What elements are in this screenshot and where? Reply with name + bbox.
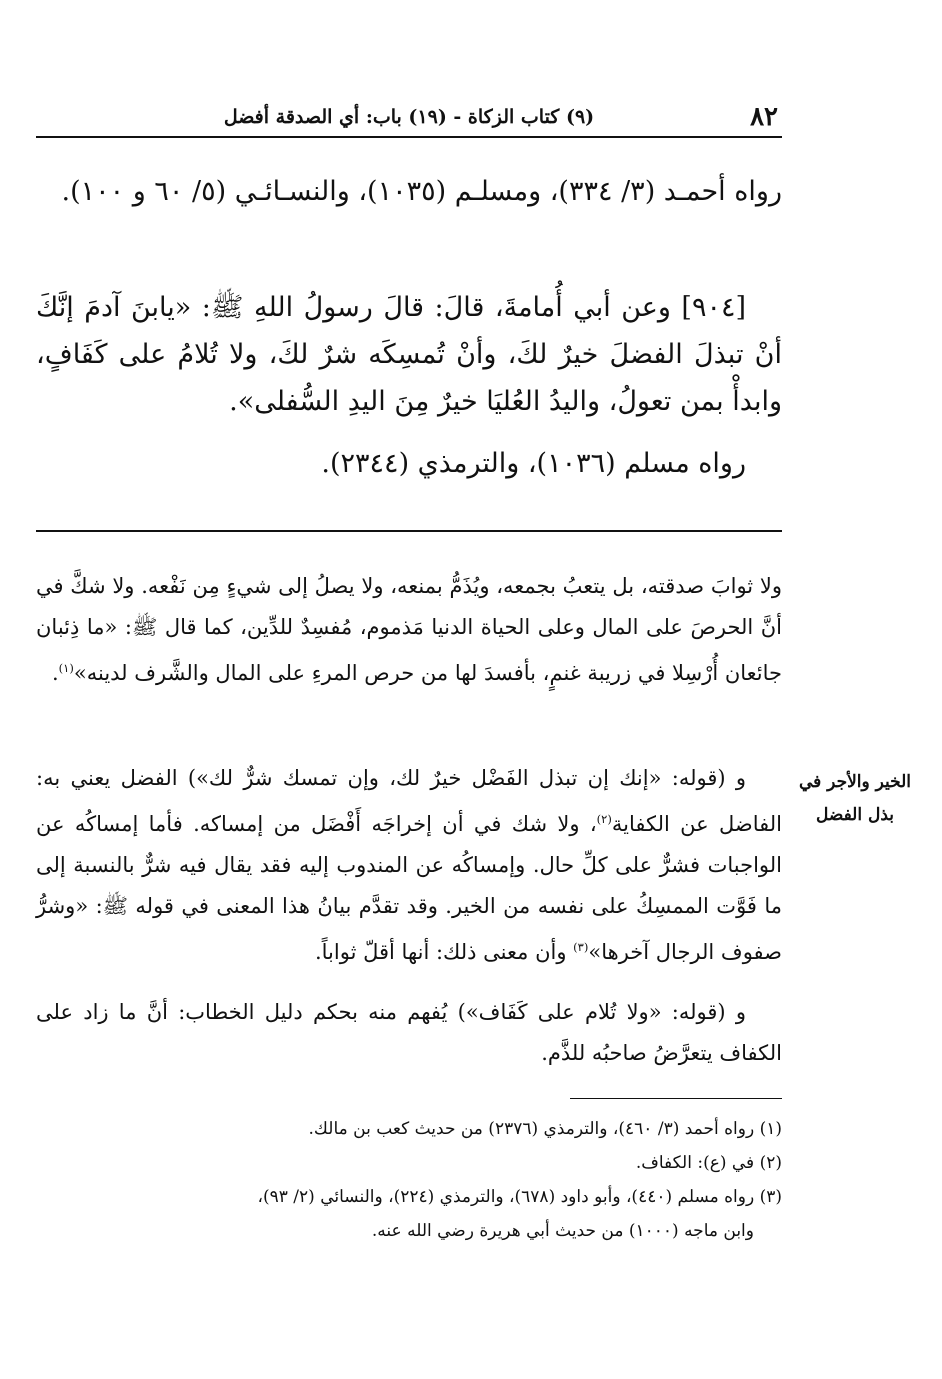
commentary-paragraph-2-text [36,758,782,973]
commentary-paragraph-1-text [36,566,782,694]
hadith-904 [36,284,782,425]
section-divider [36,530,782,532]
footnote-rule [570,1098,782,1099]
page-header [36,100,782,138]
hadith-text: [٩٠٤] وعن أبي أُمامةَ، قالَ: قالَ رسولُ اللهِ ﷺ: «يابنَ آدمَ إنَّكَ أنْ تبذلَ الفضلَ خيرٌ لكَ، وأنْ تُمسِكَه شرٌ لكَ، ولا تُلامُ على كَفَافٍ، وابدأْ بمن تعولُ، واليدُ العُليَا خيرٌ مِنَ اليدِ السُّفلى». [36,292,782,417]
footnote-ref-1: (١) [58,661,74,675]
hadith-takhrij-text: رواه مسلم (١٠٣٦)، والترمذي (٢٣٤٤). [321,448,746,479]
commentary-paragraph-1 [36,566,782,694]
commentary-2-part-a: و (قوله: «إنك إن تبذل الفَضْل خيرٌ لك، وإن تمسك شرٌّ لك») الفضل يعني به: الفاضل عن الكفاية [36,766,782,836]
commentary-1-body: ولا ثوابَ صدقته، بل يتعبُ بجمعه، ويُذَمُّ بمنعه، ولا يصلُ إلى شيءٍ مِن نَفْعه. ولا شكَّ في أنَّ الحرصَ على المال وعلى الحياة الدنيا مَذموم، مُفسِدٌ للدِّين، كما قال ﷺ: «ما ذِئبان جائعان أُرْسِلا في زريبة غنمٍ، بأفسدَ لها من حرص المرءِ على المال والشَّرف لدينه» [36,574,782,685]
footnote-ref-2: (٢) [596,812,612,826]
commentary-2-part-c: وأن معنى ذلك: أنها أقلّ ثواباً. [314,940,574,964]
commentary-paragraph-3-text: و (قوله: «ولا تُلام على كَفَاف») يُفهم منه بحكم دليل الخطاب: أنَّ ما زاد على الكفاف يتعرَّضُ صاحبُه للذَّم. [36,1000,782,1065]
footnotes [36,1112,782,1248]
footnote-3: (٣) رواه مسلم (٤٤٠)، وأبو داود (٦٧٨)، والترمذي (٢٢٤)، والنسائي (٢/ ٩٣)، [257,1187,782,1207]
commentary-2-part-b: ، ولا شك في أن إخراجَه أَفْضَل من إمساكه. فأما إمساكُه عن الواجبات فشرٌّ على كلِّ حال. وإمساكُه عن المندوب إليه فقد يقال فيه شرٌّ بالنسبة إلى ما فَوَّت الممسِكُ على نفسه من الخير. وقد تقدَّم بيانُ هذا المعنى في قوله ﷺ: «وشرُّ صفوف الرجال آخرها» [36,812,782,964]
footnote-1: (١) رواه أحمد (٣/ ٤٦٠)، والترمذي (٢٣٧٦) من حديث كعب بن مالك. [308,1119,782,1139]
commentary-paragraph-2 [36,758,782,973]
hadith-takhrij [36,440,782,487]
previous-takhrij-text: رواه أحمـد (٣/ ٣٣٤)، ومسلـم (١٠٣٥)، والنسـائـي (٥/ ٦٠ و ١٠٠). [61,176,782,207]
footnote-2: (٢) في (ع): الكفاف. [635,1153,782,1173]
margin-heading: الخير والأجر في بذل الفضل [798,772,912,825]
commentary-paragraph-3 [36,992,782,1074]
previous-takhrij [36,168,782,215]
running-title: (٩) كتاب الزكاة - (١٩) باب: أي الصدقة أفضل [223,106,595,128]
page-number: ٨٢ [750,102,778,132]
footnote-3-continuation: وابن ماجه (١٠٠٠) من حديث أبي هريرة رضي الله عنه. [371,1221,754,1241]
commentary-1-end: . [51,661,59,685]
footnote-ref-3: (٣) [573,940,589,954]
